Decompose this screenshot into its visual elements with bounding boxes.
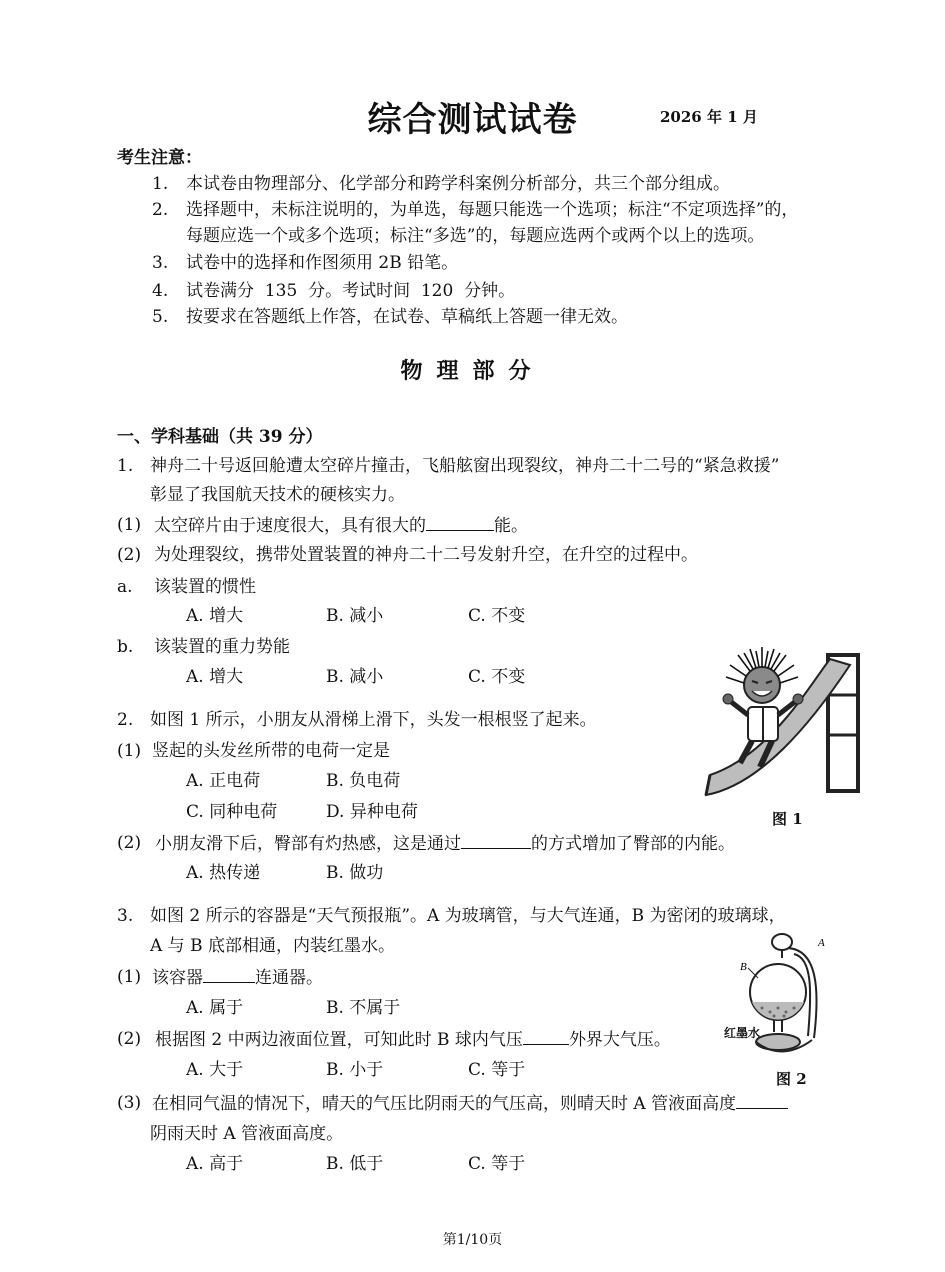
question-text: 神舟二十号返回舱遭太空碎片撞击，飞船舷窗出现裂纹，神舟二十二号的“紧急救援” (150, 456, 780, 476)
notice-item-text: 本试卷由物理部分、化学部分和跨学科案例分析部分，共三个部分组成。 (186, 174, 730, 194)
page-number: 第1/10页 (442, 1232, 503, 1248)
answer-blank[interactable] (461, 832, 531, 849)
option: C. 不变 (468, 606, 526, 626)
question-text-cont: A 与 B 底部相通，内装红墨水。 (150, 936, 395, 956)
answer-blank[interactable] (736, 1092, 788, 1109)
notice-item-text-cont: 每题应选一个或多个选项；标注“多选”的，每题应选两个或两个以上的选项。 (186, 226, 765, 246)
option: C. 等于 (468, 1060, 526, 1080)
notice-item-text: 按要求在答题纸上作答，在试卷、草稿纸上答题一律无效。 (186, 307, 628, 327)
subquestion-text-post: 能。 (494, 516, 528, 536)
notice-item-num: 2. (152, 200, 169, 220)
option: B. 小于 (326, 1060, 384, 1080)
item-text: 该装置的重力势能 (154, 637, 290, 657)
item-label: b. (117, 637, 134, 657)
question-text: 如图 2 所示的容器是“天气预报瓶”。A 为玻璃管，与大气连通，B 为密闭的玻璃球， (150, 906, 786, 926)
option: A. 正电荷 (186, 771, 261, 791)
question-text: 如图 1 所示，小朋友从滑梯上滑下，头发一根根竖了起来。 (150, 710, 597, 730)
option: A. 大于 (186, 1060, 244, 1080)
subquestion-text-pre: 在相同气温的情况下，晴天的气压比阴雨天的气压高，则晴天时 A 管液面高度 (152, 1094, 737, 1114)
answer-blank[interactable] (523, 1028, 569, 1045)
subquestion-text-pre: 该容器 (152, 968, 203, 988)
figure-2-weather-bottle (722, 928, 842, 1068)
question-number: 3. (117, 906, 134, 926)
option: A. 属于 (186, 998, 244, 1018)
subquestion-text-pre: 小朋友滑下后，臀部有灼热感，这是通过 (155, 834, 461, 854)
figure-2-caption: 图 2 (776, 1070, 807, 1088)
answer-blank[interactable] (203, 966, 255, 983)
subquestion-number: (1) (117, 515, 142, 535)
option: B. 不属于 (326, 998, 401, 1018)
notice-heading: 考生注意： (117, 148, 202, 168)
exam-date: 2026 年 1 月 (660, 108, 758, 126)
subquestion-text: 竖起的头发丝所带的电荷一定是 (152, 741, 390, 761)
option: B. 做功 (326, 863, 384, 883)
subquestion-text: 为处理裂纹，携带处置装置的神舟二十二号发射升空，在升空的过程中。 (154, 545, 698, 565)
option: C. 等于 (468, 1154, 526, 1174)
option: B. 减小 (326, 667, 384, 687)
question-text-cont: 彰显了我国航天技术的硬核实力。 (150, 485, 405, 505)
option: A. 增大 (186, 667, 244, 687)
item-text: 该装置的惯性 (154, 577, 256, 597)
notice-item-text: 试卷中的选择和作图须用 2B 铅笔。 (186, 253, 459, 273)
section-title: 物理部分 (400, 358, 545, 384)
option: B. 负电荷 (326, 771, 401, 791)
option: D. 异种电荷 (326, 802, 418, 822)
figure-2-ink-label: 红墨水 (724, 1026, 761, 1040)
subquestion-number: (1) (117, 967, 142, 987)
page-title: 综合测试试卷 (367, 100, 578, 140)
figure-2-label-b: B (740, 961, 747, 973)
subquestion-text (154, 514, 528, 537)
subquestion-number: (2) (117, 545, 142, 565)
notice-item-text: 试卷满分 135 分。考试时间 120 分钟。 (186, 281, 516, 301)
subquestion-number: (3) (117, 1093, 142, 1113)
subquestion-text (155, 1028, 671, 1051)
subquestion-number: (2) (117, 833, 142, 853)
subquestion-text-pre: 太空碎片由于速度很大，具有很大的 (154, 516, 426, 536)
option: B. 减小 (326, 606, 384, 626)
subquestion-number: (2) (117, 1029, 142, 1049)
figure-2-label-a: A (818, 937, 825, 949)
notice-item-text: 选择题中，未标注说明的，为单选，每题只能选一个选项；标注“不定项选择”的， (186, 200, 799, 220)
figure-1-slide (700, 645, 868, 805)
option: A. 热传递 (186, 863, 261, 883)
notice-item-num: 4. (152, 281, 169, 301)
notice-item-num: 3. (152, 253, 169, 273)
option: A. 高于 (186, 1154, 244, 1174)
subquestion-text-post: 的方式增加了臀部的内能。 (531, 834, 735, 854)
subquestion-text (155, 832, 735, 855)
subquestion-number: (1) (117, 741, 142, 761)
option: B. 低于 (326, 1154, 384, 1174)
subquestion-text-post: 外界大气压。 (568, 1030, 671, 1050)
answer-blank[interactable] (426, 514, 494, 531)
item-label: a. (117, 577, 133, 597)
question-number: 2. (117, 710, 134, 730)
figure-1-caption: 图 1 (772, 810, 803, 828)
notice-item-num: 1. (152, 174, 169, 194)
subquestion-text-post: 连通器。 (255, 968, 323, 988)
subquestion-text (152, 966, 323, 989)
subquestion-text (152, 1092, 788, 1115)
option: A. 增大 (186, 606, 244, 626)
subquestion-text-cont: 阴雨天时 A 管液面高度。 (150, 1124, 344, 1144)
notice-item-num: 5. (152, 307, 169, 327)
part-heading: 一、学科基础（共 39 分） (117, 427, 323, 447)
question-number: 1. (117, 456, 134, 476)
option: C. 同种电荷 (186, 802, 278, 822)
option: C. 不变 (468, 667, 526, 687)
subquestion-text-pre: 根据图 2 中两边液面位置，可知此时 B 球内气压 (155, 1030, 523, 1050)
